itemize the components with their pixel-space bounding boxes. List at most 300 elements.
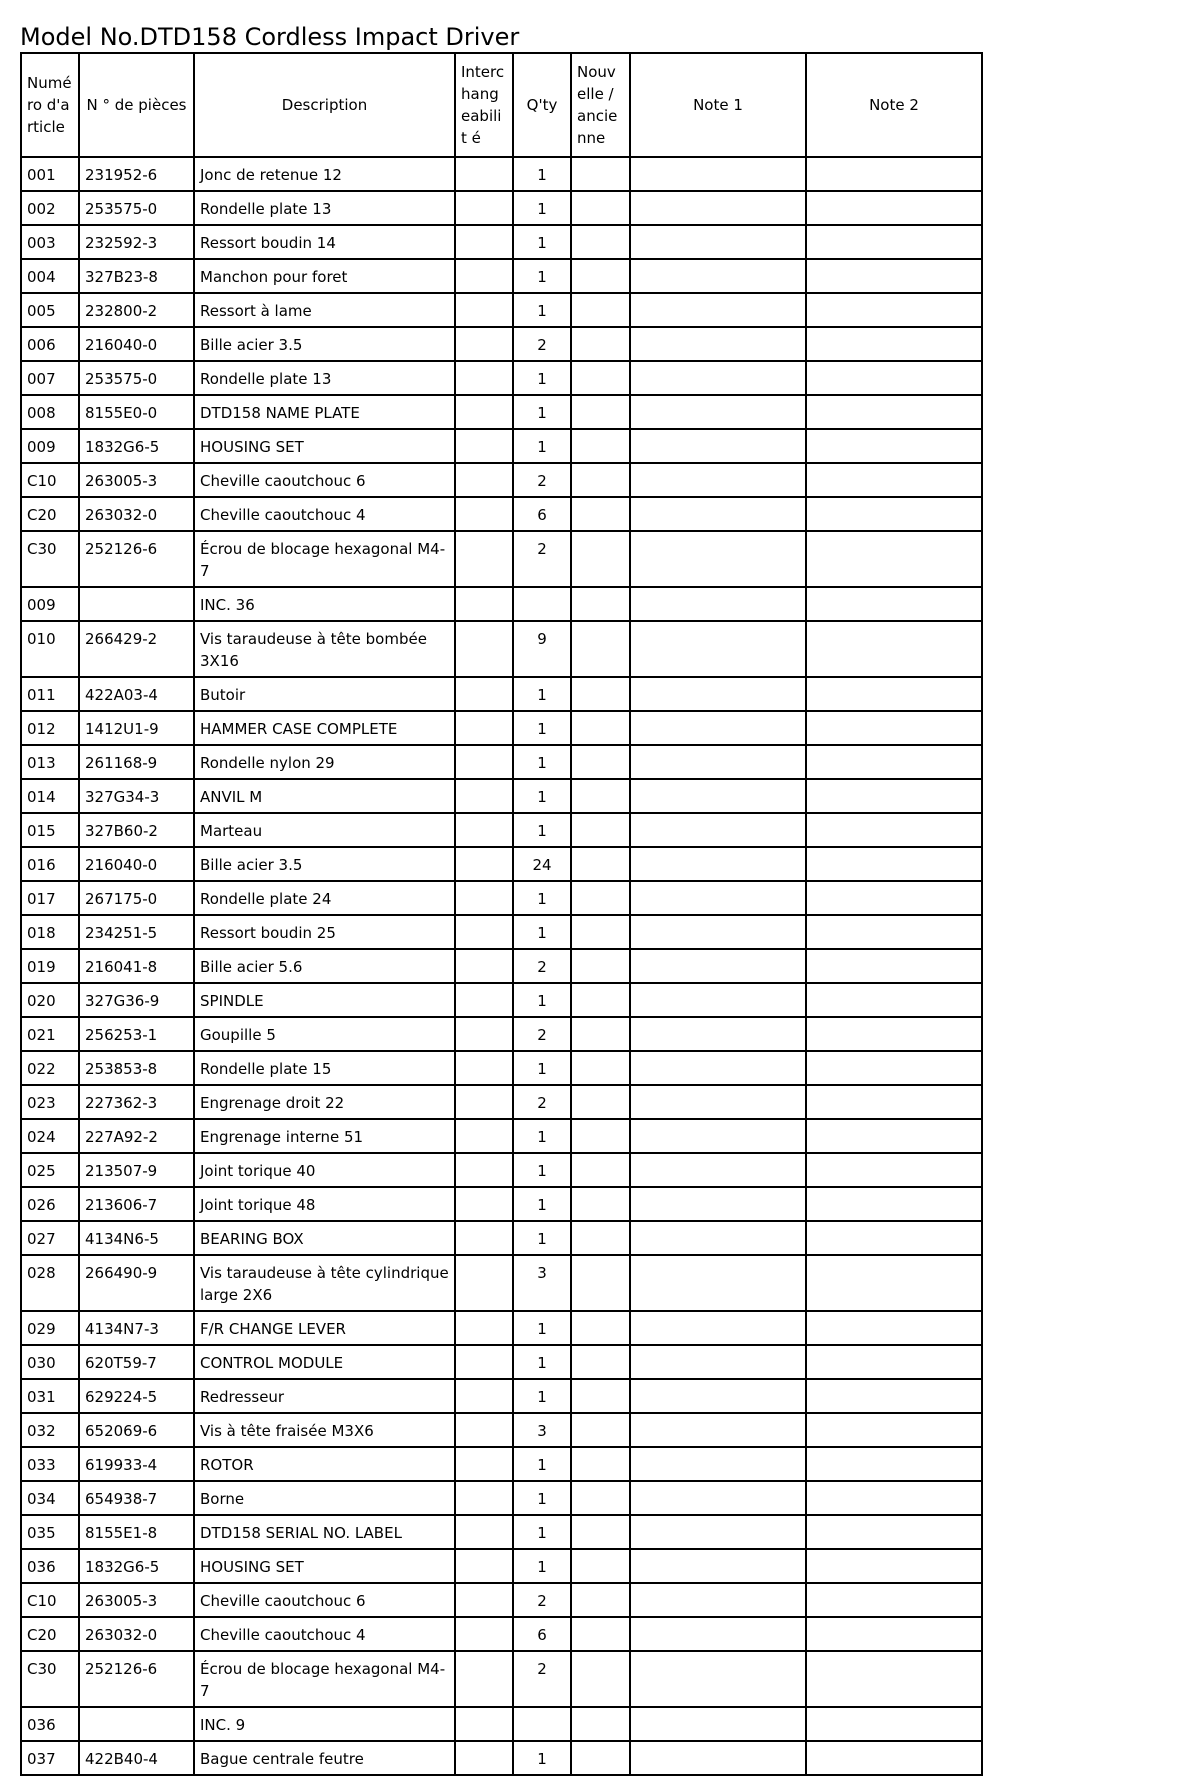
cell-note-2 — [806, 497, 982, 531]
cell-interchangeability — [455, 677, 513, 711]
cell-item-no: 024 — [21, 1119, 79, 1153]
cell-description: HOUSING SET — [194, 429, 455, 463]
cell-part-no: 234251-5 — [79, 915, 194, 949]
cell-item-no: 003 — [21, 225, 79, 259]
cell-interchangeability — [455, 915, 513, 949]
cell-item-no: 014 — [21, 779, 79, 813]
cell-qty: 1 — [513, 915, 571, 949]
cell-note-2 — [806, 1549, 982, 1583]
cell-qty: 2 — [513, 463, 571, 497]
cell-note-1 — [630, 463, 806, 497]
cell-new-old — [571, 587, 630, 621]
cell-new-old — [571, 949, 630, 983]
cell-item-no: 037 — [21, 1741, 79, 1775]
cell-description: Ressort boudin 25 — [194, 915, 455, 949]
cell-new-old — [571, 1413, 630, 1447]
cell-note-2 — [806, 1707, 982, 1741]
cell-note-1 — [630, 677, 806, 711]
cell-interchangeability — [455, 395, 513, 429]
cell-part-no: 216040-0 — [79, 847, 194, 881]
cell-interchangeability — [455, 779, 513, 813]
table-row — [21, 531, 982, 587]
cell-note-2 — [806, 1153, 982, 1187]
cell-description: Bille acier 3.5 — [194, 847, 455, 881]
cell-item-no: 016 — [21, 847, 79, 881]
table-row — [21, 881, 982, 915]
cell-qty: 3 — [513, 1255, 571, 1311]
cell-item-no: C30 — [21, 1651, 79, 1707]
cell-note-1 — [630, 1651, 806, 1707]
cell-description: CONTROL MODULE — [194, 1345, 455, 1379]
cell-note-2 — [806, 847, 982, 881]
cell-part-no: 266429-2 — [79, 621, 194, 677]
cell-note-1 — [630, 361, 806, 395]
table-row — [21, 1481, 982, 1515]
cell-item-no: 034 — [21, 1481, 79, 1515]
cell-description: ROTOR — [194, 1447, 455, 1481]
cell-new-old — [571, 915, 630, 949]
cell-interchangeability — [455, 531, 513, 587]
cell-description: Borne — [194, 1481, 455, 1515]
cell-new-old — [571, 259, 630, 293]
cell-part-no — [79, 587, 194, 621]
cell-interchangeability — [455, 847, 513, 881]
table-row — [21, 1447, 982, 1481]
cell-part-no: 263005-3 — [79, 1583, 194, 1617]
cell-new-old — [571, 983, 630, 1017]
cell-new-old — [571, 813, 630, 847]
cell-note-2 — [806, 531, 982, 587]
cell-interchangeability — [455, 1481, 513, 1515]
cell-note-2 — [806, 259, 982, 293]
cell-note-2 — [806, 1583, 982, 1617]
cell-interchangeability — [455, 361, 513, 395]
cell-description: Cheville caoutchouc 6 — [194, 463, 455, 497]
table-row — [21, 1187, 982, 1221]
cell-description: Ressort boudin 14 — [194, 225, 455, 259]
cell-note-1 — [630, 395, 806, 429]
cell-part-no — [79, 1707, 194, 1741]
cell-interchangeability — [455, 1085, 513, 1119]
cell-qty: 2 — [513, 1085, 571, 1119]
cell-note-1 — [630, 1481, 806, 1515]
cell-description: BEARING BOX — [194, 1221, 455, 1255]
cell-note-1 — [630, 1707, 806, 1741]
cell-note-2 — [806, 463, 982, 497]
cell-part-no: 253575-0 — [79, 191, 194, 225]
cell-description: Goupille 5 — [194, 1017, 455, 1051]
cell-new-old — [571, 1311, 630, 1345]
cell-qty: 1 — [513, 293, 571, 327]
cell-qty: 2 — [513, 327, 571, 361]
cell-interchangeability — [455, 1187, 513, 1221]
cell-interchangeability — [455, 1549, 513, 1583]
cell-note-1 — [630, 1085, 806, 1119]
cell-note-2 — [806, 1741, 982, 1775]
cell-new-old — [571, 779, 630, 813]
cell-new-old — [571, 1119, 630, 1153]
cell-note-2 — [806, 983, 982, 1017]
cell-part-no: 267175-0 — [79, 881, 194, 915]
cell-interchangeability — [455, 1583, 513, 1617]
cell-note-1 — [630, 1153, 806, 1187]
cell-description: Bille acier 5.6 — [194, 949, 455, 983]
cell-new-old — [571, 1221, 630, 1255]
cell-item-no: 007 — [21, 361, 79, 395]
cell-interchangeability — [455, 1119, 513, 1153]
cell-part-no: 232592-3 — [79, 225, 194, 259]
cell-interchangeability — [455, 429, 513, 463]
cell-new-old — [571, 881, 630, 915]
cell-note-1 — [630, 1583, 806, 1617]
cell-note-2 — [806, 1481, 982, 1515]
table-row — [21, 915, 982, 949]
cell-item-no: 006 — [21, 327, 79, 361]
cell-note-2 — [806, 813, 982, 847]
cell-new-old — [571, 1549, 630, 1583]
cell-new-old — [571, 293, 630, 327]
cell-interchangeability — [455, 1413, 513, 1447]
cell-note-2 — [806, 881, 982, 915]
cell-new-old — [571, 225, 630, 259]
cell-part-no: 227A92-2 — [79, 1119, 194, 1153]
cell-note-2 — [806, 1413, 982, 1447]
header-interchangeability: Interc hang eabilit é — [455, 53, 513, 157]
cell-qty: 1 — [513, 157, 571, 191]
header-note-1: Note 1 — [630, 53, 806, 157]
cell-description: Redresseur — [194, 1379, 455, 1413]
cell-item-no: C20 — [21, 1617, 79, 1651]
cell-part-no: 252126-6 — [79, 1651, 194, 1707]
cell-part-no: 327B23-8 — [79, 259, 194, 293]
cell-qty: 1 — [513, 259, 571, 293]
table-row — [21, 1707, 982, 1741]
cell-new-old — [571, 429, 630, 463]
cell-interchangeability — [455, 327, 513, 361]
cell-item-no: 008 — [21, 395, 79, 429]
cell-note-1 — [630, 1617, 806, 1651]
table-row — [21, 463, 982, 497]
cell-new-old — [571, 1651, 630, 1707]
cell-note-1 — [630, 745, 806, 779]
cell-note-2 — [806, 745, 982, 779]
cell-new-old — [571, 1153, 630, 1187]
cell-item-no: 001 — [21, 157, 79, 191]
cell-item-no: 035 — [21, 1515, 79, 1549]
cell-description: Cheville caoutchouc 4 — [194, 1617, 455, 1651]
cell-item-no: 009 — [21, 429, 79, 463]
cell-interchangeability — [455, 1447, 513, 1481]
cell-note-2 — [806, 1017, 982, 1051]
cell-note-1 — [630, 881, 806, 915]
cell-new-old — [571, 621, 630, 677]
cell-qty: 6 — [513, 1617, 571, 1651]
cell-note-1 — [630, 225, 806, 259]
cell-qty: 1 — [513, 395, 571, 429]
cell-description: ANVIL M — [194, 779, 455, 813]
cell-description: Rondelle plate 13 — [194, 361, 455, 395]
header-qty: Q'ty — [513, 53, 571, 157]
cell-note-2 — [806, 1379, 982, 1413]
cell-note-2 — [806, 1515, 982, 1549]
cell-qty: 24 — [513, 847, 571, 881]
cell-note-1 — [630, 813, 806, 847]
cell-qty — [513, 587, 571, 621]
cell-qty: 2 — [513, 1017, 571, 1051]
cell-note-1 — [630, 983, 806, 1017]
cell-description: INC. 9 — [194, 1707, 455, 1741]
cell-qty: 1 — [513, 1515, 571, 1549]
cell-description: Bague centrale feutre — [194, 1741, 455, 1775]
cell-part-no: 422B40-4 — [79, 1741, 194, 1775]
cell-note-1 — [630, 327, 806, 361]
cell-description: Jonc de retenue 12 — [194, 157, 455, 191]
table-row — [21, 1221, 982, 1255]
cell-item-no: 017 — [21, 881, 79, 915]
cell-interchangeability — [455, 497, 513, 531]
cell-note-2 — [806, 1345, 982, 1379]
cell-part-no: 4134N7-3 — [79, 1311, 194, 1345]
cell-new-old — [571, 1583, 630, 1617]
cell-note-2 — [806, 1255, 982, 1311]
cell-new-old — [571, 1447, 630, 1481]
table-row — [21, 1051, 982, 1085]
cell-interchangeability — [455, 983, 513, 1017]
cell-item-no: 023 — [21, 1085, 79, 1119]
table-row — [21, 1583, 982, 1617]
cell-note-1 — [630, 531, 806, 587]
parts-table — [20, 52, 983, 1776]
cell-note-2 — [806, 915, 982, 949]
cell-description: Cheville caoutchouc 6 — [194, 1583, 455, 1617]
cell-qty: 1 — [513, 1153, 571, 1187]
cell-item-no: 018 — [21, 915, 79, 949]
cell-qty: 6 — [513, 497, 571, 531]
cell-new-old — [571, 531, 630, 587]
cell-note-2 — [806, 225, 982, 259]
cell-note-1 — [630, 711, 806, 745]
cell-part-no: 4134N6-5 — [79, 1221, 194, 1255]
header-description: Description — [194, 53, 455, 157]
table-row — [21, 1085, 982, 1119]
cell-note-1 — [630, 1379, 806, 1413]
cell-note-2 — [806, 1311, 982, 1345]
cell-note-2 — [806, 293, 982, 327]
cell-interchangeability — [455, 1221, 513, 1255]
cell-item-no: 029 — [21, 1311, 79, 1345]
cell-part-no: 422A03-4 — [79, 677, 194, 711]
cell-description: Écrou de blocage hexagonal M4-7 — [194, 531, 455, 587]
cell-note-1 — [630, 1741, 806, 1775]
cell-note-1 — [630, 847, 806, 881]
cell-qty: 1 — [513, 191, 571, 225]
table-row — [21, 1311, 982, 1345]
table-row — [21, 677, 982, 711]
cell-part-no: 1832G6-5 — [79, 429, 194, 463]
table-row — [21, 1617, 982, 1651]
table-row — [21, 1017, 982, 1051]
cell-interchangeability — [455, 1255, 513, 1311]
cell-qty: 1 — [513, 1741, 571, 1775]
cell-description: HOUSING SET — [194, 1549, 455, 1583]
cell-new-old — [571, 395, 630, 429]
cell-note-2 — [806, 395, 982, 429]
cell-note-1 — [630, 1345, 806, 1379]
cell-qty: 1 — [513, 1379, 571, 1413]
cell-note-1 — [630, 1515, 806, 1549]
cell-item-no: C30 — [21, 531, 79, 587]
table-row — [21, 395, 982, 429]
cell-part-no: 216041-8 — [79, 949, 194, 983]
table-row — [21, 497, 982, 531]
cell-qty: 1 — [513, 677, 571, 711]
cell-note-1 — [630, 1051, 806, 1085]
table-header-row — [21, 53, 982, 157]
cell-note-1 — [630, 587, 806, 621]
cell-interchangeability — [455, 1345, 513, 1379]
cell-new-old — [571, 1017, 630, 1051]
cell-note-2 — [806, 779, 982, 813]
cell-description: INC. 36 — [194, 587, 455, 621]
cell-part-no: 8155E1-8 — [79, 1515, 194, 1549]
cell-qty: 1 — [513, 1119, 571, 1153]
cell-description: Butoir — [194, 677, 455, 711]
cell-new-old — [571, 745, 630, 779]
cell-note-2 — [806, 1187, 982, 1221]
table-row — [21, 1379, 982, 1413]
table-row — [21, 157, 982, 191]
table-row — [21, 621, 982, 677]
cell-description: Écrou de blocage hexagonal M4-7 — [194, 1651, 455, 1707]
cell-part-no: 253575-0 — [79, 361, 194, 395]
cell-description: Ressort à lame — [194, 293, 455, 327]
cell-new-old — [571, 1617, 630, 1651]
cell-item-no: 013 — [21, 745, 79, 779]
cell-qty: 1 — [513, 1187, 571, 1221]
cell-new-old — [571, 327, 630, 361]
cell-description: DTD158 NAME PLATE — [194, 395, 455, 429]
cell-new-old — [571, 1255, 630, 1311]
cell-interchangeability — [455, 949, 513, 983]
table-row — [21, 847, 982, 881]
cell-interchangeability — [455, 463, 513, 497]
cell-qty: 1 — [513, 983, 571, 1017]
cell-qty — [513, 1707, 571, 1741]
table-row — [21, 587, 982, 621]
header-note-2: Note 2 — [806, 53, 982, 157]
cell-part-no: 213606-7 — [79, 1187, 194, 1221]
cell-note-1 — [630, 191, 806, 225]
cell-item-no: 012 — [21, 711, 79, 745]
cell-part-no: 263032-0 — [79, 1617, 194, 1651]
cell-qty: 1 — [513, 711, 571, 745]
cell-item-no: 025 — [21, 1153, 79, 1187]
cell-note-1 — [630, 259, 806, 293]
cell-part-no: 253853-8 — [79, 1051, 194, 1085]
cell-note-2 — [806, 587, 982, 621]
cell-qty: 2 — [513, 949, 571, 983]
cell-note-2 — [806, 1651, 982, 1707]
cell-note-2 — [806, 711, 982, 745]
cell-part-no: 232800-2 — [79, 293, 194, 327]
header-part-no: N ° de pièces — [79, 53, 194, 157]
cell-note-1 — [630, 779, 806, 813]
cell-item-no: 015 — [21, 813, 79, 847]
cell-part-no: 1412U1-9 — [79, 711, 194, 745]
cell-description: Rondelle plate 13 — [194, 191, 455, 225]
cell-item-no: 005 — [21, 293, 79, 327]
cell-qty: 1 — [513, 1051, 571, 1085]
cell-qty: 1 — [513, 779, 571, 813]
cell-interchangeability — [455, 745, 513, 779]
cell-note-1 — [630, 1187, 806, 1221]
cell-interchangeability — [455, 881, 513, 915]
cell-interchangeability — [455, 711, 513, 745]
cell-qty: 1 — [513, 361, 571, 395]
cell-interchangeability — [455, 813, 513, 847]
cell-description: Engrenage droit 22 — [194, 1085, 455, 1119]
cell-item-no: 020 — [21, 983, 79, 1017]
cell-item-no: 036 — [21, 1549, 79, 1583]
cell-item-no: 011 — [21, 677, 79, 711]
cell-qty: 9 — [513, 621, 571, 677]
cell-part-no: 327B60-2 — [79, 813, 194, 847]
cell-qty: 1 — [513, 1221, 571, 1255]
cell-new-old — [571, 1345, 630, 1379]
table-row — [21, 779, 982, 813]
cell-note-2 — [806, 429, 982, 463]
cell-interchangeability — [455, 293, 513, 327]
cell-interchangeability — [455, 1051, 513, 1085]
cell-note-2 — [806, 1617, 982, 1651]
cell-note-1 — [630, 1221, 806, 1255]
cell-item-no: 022 — [21, 1051, 79, 1085]
cell-note-1 — [630, 1447, 806, 1481]
cell-qty: 2 — [513, 1651, 571, 1707]
cell-qty: 1 — [513, 1345, 571, 1379]
cell-qty: 3 — [513, 1413, 571, 1447]
cell-part-no: 1832G6-5 — [79, 1549, 194, 1583]
cell-new-old — [571, 677, 630, 711]
cell-interchangeability — [455, 157, 513, 191]
cell-item-no: 026 — [21, 1187, 79, 1221]
parts-table-body — [21, 157, 982, 1775]
cell-description: Rondelle nylon 29 — [194, 745, 455, 779]
table-row — [21, 1255, 982, 1311]
cell-note-2 — [806, 1221, 982, 1255]
cell-part-no: 8155E0-0 — [79, 395, 194, 429]
cell-part-no: 619933-4 — [79, 1447, 194, 1481]
page-title: Model No.DTD158 Cordless Impact Driver — [20, 23, 520, 51]
cell-description: Cheville caoutchouc 4 — [194, 497, 455, 531]
cell-qty: 1 — [513, 745, 571, 779]
cell-item-no: 019 — [21, 949, 79, 983]
cell-new-old — [571, 1515, 630, 1549]
cell-interchangeability — [455, 225, 513, 259]
table-row — [21, 1515, 982, 1549]
cell-note-1 — [630, 293, 806, 327]
cell-interchangeability — [455, 1707, 513, 1741]
cell-item-no: 036 — [21, 1707, 79, 1741]
cell-description: Manchon pour foret — [194, 259, 455, 293]
cell-part-no: 629224-5 — [79, 1379, 194, 1413]
cell-new-old — [571, 1187, 630, 1221]
cell-description: Rondelle plate 15 — [194, 1051, 455, 1085]
cell-note-2 — [806, 1085, 982, 1119]
cell-part-no: 231952-6 — [79, 157, 194, 191]
cell-new-old — [571, 1707, 630, 1741]
cell-part-no: 266490-9 — [79, 1255, 194, 1311]
